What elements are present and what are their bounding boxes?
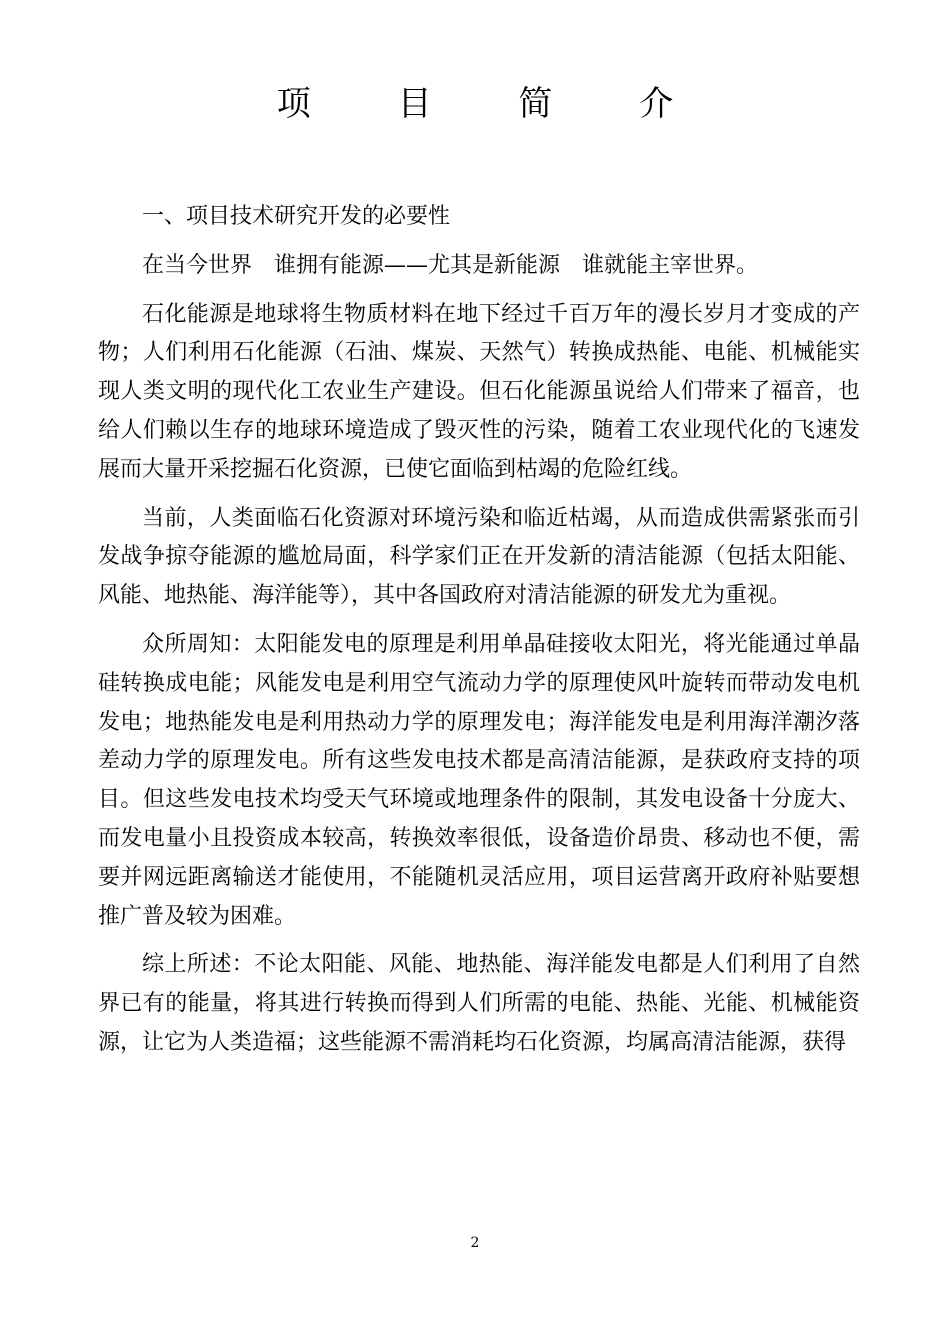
paragraph-summary: 综上所述：不论太阳能、风能、地热能、海洋能发电都是人们利用了自然界已有的能量，将其进行转换而得到人们所需的电能、热能、光能、机械能资源，让它为人类造福；这些能源不需消耗均石化资源，均属高清洁能源，获得 bbox=[98, 952, 860, 1055]
paragraph-renewable-principles: 众所周知：太阳能发电的原理是利用单晶硅接收太阳光，将光能通过单晶硅转换成电能；风能发电是利用空气流动力学的原理使风叶旋转而带动发电机发电；地热能发电是利用热动力学的原理发电；海洋能发电是利用海洋潮汐落差动力学的原理发电。所有这些发电技术都是高清洁能源，是获政府支持的项目。但这些发电技术均受天气环境或地理条件的限制，其发电设备十分庞大、而发电量小且投资成本较高，转换效率很低，设备造价昂贵、移动也不便，需要并网远距离输送才能使用，不能随机灵活应用，项目运营离开政府补贴要想推广普及较为困难。 bbox=[98, 631, 860, 929]
document-body bbox=[98, 198, 860, 1063]
section-heading: 一、项目技术研究开发的必要性 bbox=[142, 204, 451, 229]
paragraph-intro: 在当今世界 谁拥有能源——尤其是新能源 谁就能主宰世界。 bbox=[142, 252, 759, 278]
page-title: 项 目 简 介 bbox=[276, 84, 712, 124]
paragraph-fossil-energy: 石化能源是地球将生物质材料在地下经过千百万年的漫长岁月才变成的产物；人们利用石化能源（石油、煤炭、天然气）转换成热能、电能、机械能实现人类文明的现代化工农业生产建设。但石化能源虽说给人们带来了福音，也给人们赖以生存的地球环境造成了毁灭性的污染，随着工农业现代化的飞速发展而大量开采挖掘石化资源，已使它面临到枯竭的危险红线。 bbox=[98, 301, 860, 482]
paragraph-current-situation: 当前，人类面临石化资源对环境污染和临近枯竭，从而造成供需紧张而引发战争掠夺能源的尴尬局面，科学家们正在开发新的清洁能源（包括太阳能、风能、地热能、海洋能等），其中各国政府对清洁能源的研发尤为重视。 bbox=[98, 505, 860, 609]
page-number: 2 bbox=[470, 1235, 480, 1251]
